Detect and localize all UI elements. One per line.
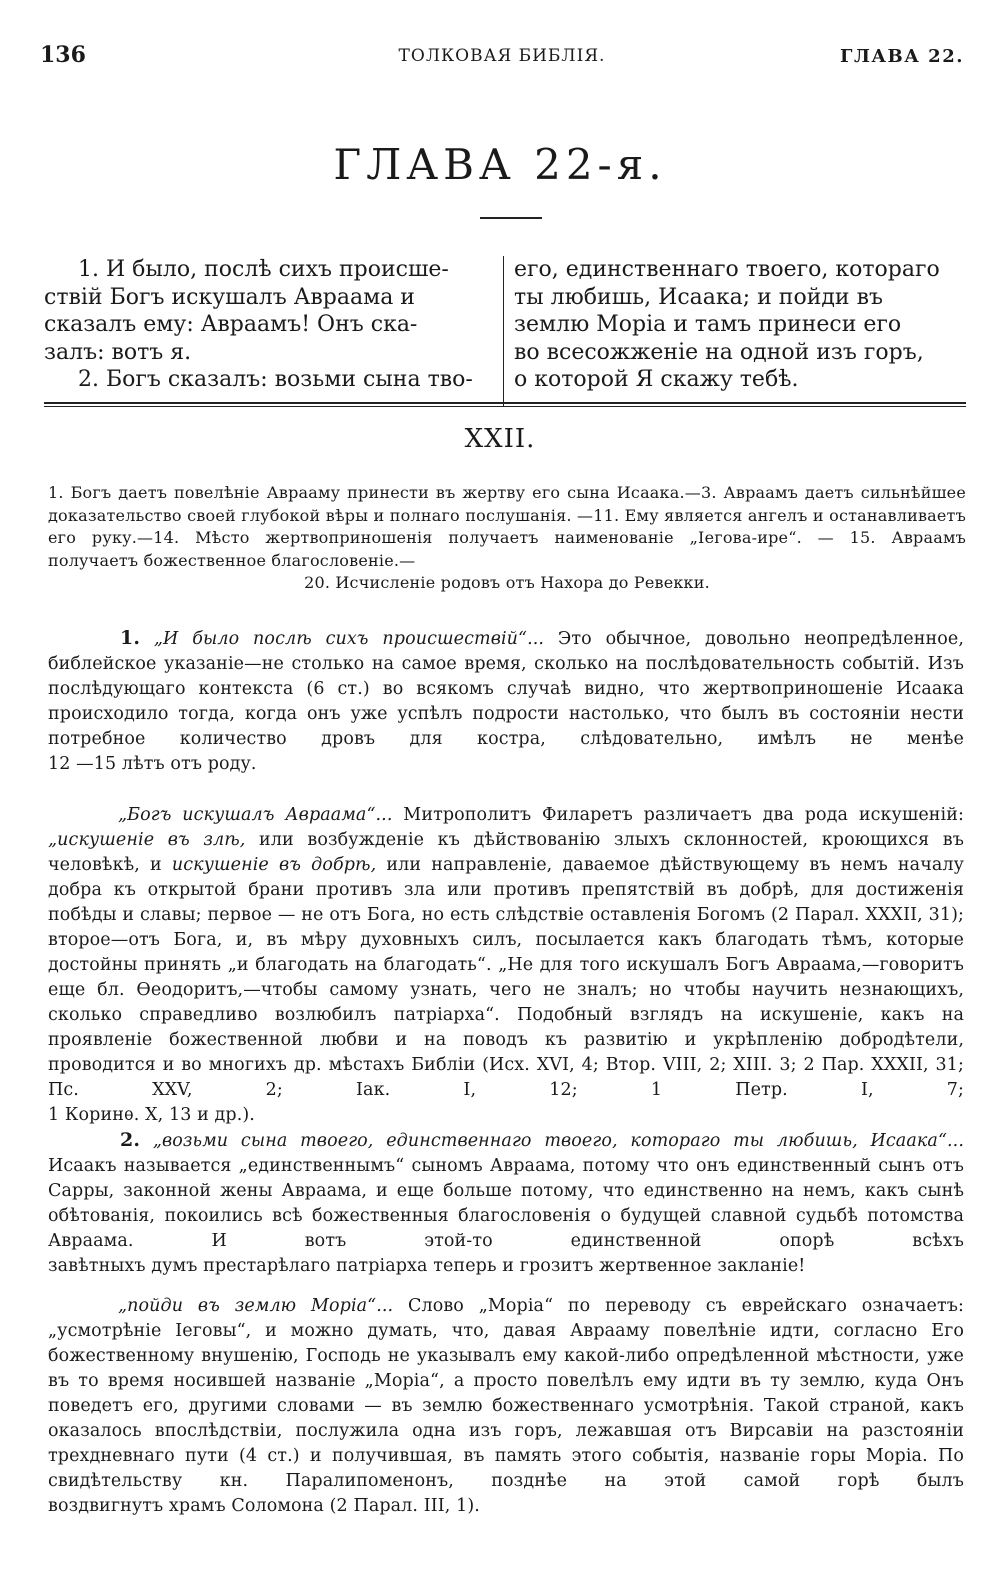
commentary-number: 1. xyxy=(120,627,141,649)
commentary-number: 2. xyxy=(120,1129,141,1151)
commentary-text: Митрополитъ Филаретъ различаетъ два рода искушеній: xyxy=(392,805,964,825)
commentary-quote: „Богъ искушалъ Авраама“... xyxy=(118,805,393,825)
running-header xyxy=(40,42,964,76)
verse-line: ты любишь, Исаака; и пойди въ xyxy=(514,284,883,310)
commentary-text: Это обычное, довольно неопредѣленное, библейское указаніе—не столько на самое время, сколько на послѣдовательность событій. Изъ послѣдующаго контекста (6 ст.) во всякомъ случаѣ видно, что жертвоприношеніе Исаака происходило тогда, когда онъ уже успѣлъ подрости настолько, что былъ въ состояніи нести потребное количество дровъ для костра, слѣдовательно, имѣлъ не менѣе xyxy=(48,629,964,749)
verse-line: во всесожженіе на одной изъ горъ, xyxy=(514,339,924,365)
commentary-text: или возбужденіе къ дѣйствованію злыхъ склонностей, кроющихся въ человѣкѣ, и xyxy=(48,830,964,875)
verse-line: залъ: вотъ я. xyxy=(44,339,192,365)
summary-last-line: 20. Исчисленіе родовъ отъ Нахора до Ревекки. xyxy=(304,573,710,592)
commentary-paragraph-4 xyxy=(48,1294,964,1519)
verse-line: ствій Богъ искушалъ Авраама и xyxy=(44,284,415,310)
commentary-text-end: завѣтныхъ думъ престарѣлаго патріарха теперь и грозитъ жертвенное закланіе! xyxy=(48,1256,806,1276)
running-title: ТОЛКОВАЯ БИБЛІЯ. xyxy=(398,46,606,66)
commentary-text: Исаакъ называется „единственнымъ“ сыномъ Авраама, потому что онъ единственный сынъ отъ Сарры, законной жены Авраама, и еще больше потому, что единственно на немъ, какъ сынѣ обѣтованія, покоились всѣ божественныя благословенія о будущей славной судьбѣ потомства Авраама. И вотъ этой-то единственной опорѣ всѣхъ xyxy=(48,1156,964,1251)
verses-right-column xyxy=(514,256,966,394)
commentary-text-end: воздвигнутъ храмъ Соломона (2 Парал. III, 1). xyxy=(48,1496,480,1516)
page-number: 136 xyxy=(40,42,86,68)
title-rule xyxy=(480,217,542,219)
commentary-paragraph-2 xyxy=(48,803,964,1128)
column-divider xyxy=(503,256,504,406)
scripture-verses xyxy=(44,256,966,408)
commentary-italic: искушеніе въ добрѣ, xyxy=(171,855,377,875)
commentary-text: или направленіе, даваемое дѣйствующему въ немъ началу добра къ открытой брани противъ зла или противъ препятствій въ добрѣ, для достиженія побѣды и славы; первое — не отъ Бога, но есть слѣдствіе оставленія Богомъ (2 Парал. XXXII, 31); второе—отъ Бога, и, въ мѣру духовныхъ силъ, посылается какъ благодать тѣмъ, которые достойны принять „и благодать на благодать“. „Не для того искушалъ Богъ Авраама,—говоритъ еще бл. Ѳеодоритъ,—чтобы самому узнать, чего не зналъ; но чтобы научить незнающихъ, сколько справедливо возлюбилъ патріарха“. Подобный взглядъ на искушеніе, какъ на проявленіе божественной любви и на поводъ къ развитію и укрѣпленію добродѣтели, проводится и во многихъ др. мѣстахъ Библіи (Исх. XVI, 4; Втор. VIII, 2; XIII. 3; 2 Пар. XXXII, 31; Пс. XXV, 2; Іак. I, 12; 1 Петр. I, 7; xyxy=(48,855,965,1100)
verse-line: 2. Богъ сказалъ: возьми сына тво- xyxy=(78,367,473,392)
commentary-quote: „И было послѣ сихъ происшествій“... xyxy=(153,629,545,649)
commentary-italic: „искушеніе въ злѣ, xyxy=(48,830,246,850)
verse-line: землю Моріа и тамъ принеси его xyxy=(514,312,902,337)
commentary-text-end: 12 —15 лѣтъ отъ роду. xyxy=(48,754,257,774)
summary-text: 1. Богъ даетъ повелѣніе Аврааму принести въ жертву его сына Исаака.—3. Авраамъ даетъ сильнѣйшее доказательство своей глубокой вѣры и полнаго послушанія. —11. Ему является ангелъ и останавливаетъ его руку.—14. Мѣсто жертвоприношенія получаетъ наименованіе „Іегова-ире“. — 15. Авраамъ получаетъ божественное благословеніе.— xyxy=(48,483,966,570)
commentary-paragraph-1 xyxy=(48,626,964,777)
verses-rule-thin xyxy=(44,406,966,407)
commentary-text-end: 1 Коринѳ. X, 13 и др.). xyxy=(48,1105,255,1125)
section-numeral: XXII. xyxy=(464,424,536,454)
verse-line: сказалъ ему: Авраамъ! Онъ ска- xyxy=(44,312,418,337)
commentary-text: Слово „Моріа“ по переводу съ еврейскаго означаетъ: „усмотрѣніе Іеговы“, и можно думать, что, давая Аврааму повелѣніе идти, согласно Его божественному внушенію, Господь не указывалъ ему какой-либо опредѣленной мѣстности, уже въ то время носившей названіе „Моріа“, а просто повелѣлъ ему идти въ ту землю, куда Онъ поведетъ его, другими словами — въ землю божественнаго усмотрѣнія. Такой страной, какъ оказалось впослѣдствіи, послужила одна изъ горъ, лежавшая отъ Вирсавіи на разстояніи трехдневнаго пути (4 ст.) и получившая, въ память этого событія, названіе горы Моріа. По свидѣтельству кн. Паралипоменонъ, позднѣе на этой самой горѣ былъ xyxy=(48,1296,965,1491)
verses-rule xyxy=(44,402,966,404)
commentary-quote: „пойди въ землю Моріа“... xyxy=(118,1296,394,1316)
verse-line: 1. И было, послѣ сихъ происше- xyxy=(78,257,449,282)
commentary-paragraph-3 xyxy=(48,1128,964,1279)
verses-left-column xyxy=(44,256,490,394)
verse-line: о которой Я скажу тебѣ. xyxy=(514,367,799,392)
chapter-summary xyxy=(48,482,966,595)
chapter-title: ГЛАВА 22-я. xyxy=(333,140,667,189)
commentary-quote: „возьми сына твоего, единственнаго твоего, котораго ты любишь, Исаака“... xyxy=(152,1131,964,1151)
verse-line: его, единственнаго твоего, котораго xyxy=(514,257,940,282)
running-chapter: ГЛАВА 22. xyxy=(840,46,964,67)
